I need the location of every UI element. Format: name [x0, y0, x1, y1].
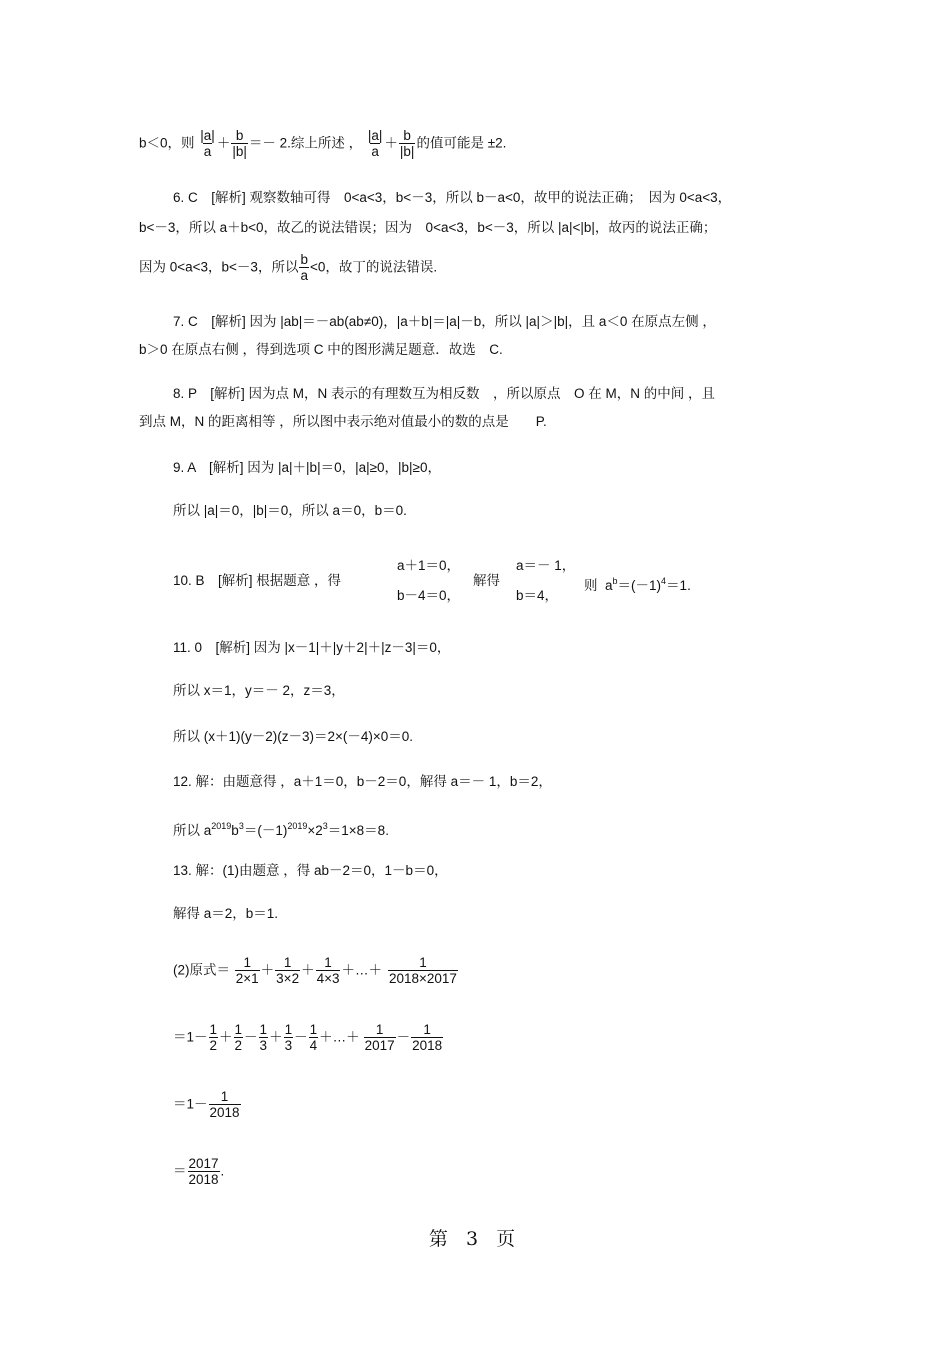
q10-result: 则 $a^b=(-1)^4=1$. — [584, 576, 691, 593]
q10-pre: 10. B [解析] 根据题意 ，得 — [173, 573, 342, 588]
q12-line1: 12. 解：由题意得 ，a＋1＝0，b－2＝0，解得 a＝－ 1，b＝2， — [173, 774, 552, 789]
q7-line2: b＞0 在原点右侧 ，得到选项 C 中的图形满足题意．故选 C. — [139, 342, 503, 357]
q10-solve: 解得 — [473, 573, 500, 588]
page-number: 第 3 页 — [428, 1228, 522, 1250]
fraction: $\frac{1}{2018\times 2017}$ — [388, 955, 457, 986]
fraction: $\frac{1}{2\times 1}$ — [235, 955, 259, 986]
q10-system-2: a＝－ 1， b＝4， — [516, 558, 576, 603]
q9-line2: 所以 |a|＝0，|b|＝0，所以 a＝0，b＝0. — [173, 503, 407, 518]
fraction: $\frac{1}{3}$ — [259, 1022, 268, 1053]
q11-line2: 所以 x＝1，y＝－ 2，z＝3， — [173, 683, 345, 698]
fraction: $\frac{1}{2018}$ — [412, 1022, 443, 1053]
q6-line3: 因为 0<a<3，b<－3，所以 $\frac{b}{a}$ <0，故丁的说法错误. — [139, 252, 438, 283]
q13-line2: 解得 a＝2，b＝1. — [173, 906, 279, 921]
fraction: $\frac{1}{3\times 2}$ — [276, 955, 300, 986]
fraction: $\frac{|a|}{a}$ — [367, 128, 383, 159]
fraction: $\frac{b}{a}$ — [300, 252, 308, 283]
q13-line1: 13. 解：(1)由题意 ，得 ab－2＝0，1－b＝0， — [173, 863, 448, 878]
q9-line1: 9. A [解析] 因为 |a|＋|b|＝0，|a|≥0，|b|≥0， — [173, 460, 441, 475]
q11-line1: 11. 0 [解析] 因为 |x－1|＋|y＋2|＋|z－3|＝0， — [173, 640, 451, 655]
q13-step3: ＝1－ $\frac{1}{2018}$ — [173, 1089, 240, 1120]
q13-step2: ＝1－ $\frac{1}{2}$ ＋ $\frac{1}{2}$ － $\frac{1}{3}$ ＋ $\frac{1}{3}$ － $\frac{1}{4}$ ＋…＋ $\frac{1}{2017}$ － $\frac{1}{2018}$ — [173, 1022, 443, 1053]
text: b＜0，则 — [139, 135, 195, 151]
fraction: $\frac{|a|}{a}$ — [200, 128, 215, 159]
q11-line3: 所以 (x＋1)(y－2)(z－3)＝2×(－4)×0＝0. — [173, 729, 414, 744]
fraction: $\frac{1}{2}$ — [234, 1022, 243, 1053]
q8-line2: 到点 M，N 的距离相等 ，所以图中表示绝对值最小的数的点是 P. — [139, 414, 547, 429]
q13-step4: ＝ $\frac{2017}{2018}$ . — [173, 1156, 225, 1187]
q12-line2: 所以 $a^{2019}b^3=(-1)^{2019}\times 2^3=1\times 8=8$. — [173, 821, 389, 838]
fraction: $\frac{b}{|b|}$ — [232, 128, 247, 159]
fraction: $\frac{1}{2018}$ — [209, 1089, 240, 1120]
fraction: $\frac{1}{3}$ — [284, 1022, 293, 1053]
fraction: $\frac{2017}{2018}$ — [188, 1156, 219, 1187]
q10-system-1: a＋1＝0， b－4＝0， — [397, 558, 461, 603]
fraction: $\frac{b}{|b|}$ — [399, 128, 415, 159]
q8-line1: 8. P [解析] 因为点 M，N 表示的有理数互为相反数 ，所以原点 O 在 M，N 的中间 ，且 — [173, 386, 716, 401]
fraction: $\frac{1}{2017}$ — [364, 1022, 395, 1053]
q7-line1: 7. C [解析] 因为 |ab|＝－ab(ab≠0)，|a＋b|＝|a|－b，所以 |a|＞|b|，且 a＜0 在原点左侧 ， — [173, 314, 716, 329]
intro-line: b＜0，则 $\frac{|a|}{a}$ ＋ $\frac{b}{|b|}$ ＝－ 2.综上所述 ， $\frac{|a|}{a}$ ＋ $\frac{b}{|b|}$ 的值可能是 ±2. — [139, 128, 507, 159]
q6-line1: 6. C [解析] 观察数轴可得 0<a<3，b<－3，所以 b－a<0，故甲的说法正确； 因为 0<a<3， — [173, 190, 732, 205]
q6-line2: b<－3，所以 a＋b<0，故乙的说法错误；因为 0<a<3，b<－3，所以 |a|<|b|，故丙的说法正确； — [139, 220, 717, 235]
fraction: $\frac{1}{4\times 3}$ — [316, 955, 340, 986]
fraction: $\frac{1}{2}$ — [209, 1022, 218, 1053]
q13-step1: (2)原式＝ $\frac{1}{2\times 1}$ ＋ $\frac{1}{3\times 2}$ ＋ $\frac{1}{4\times 3}$ ＋…＋ $\frac{1}{2018\times 2017}$ — [173, 955, 457, 986]
fraction: $\frac{1}{4}$ — [309, 1022, 318, 1053]
